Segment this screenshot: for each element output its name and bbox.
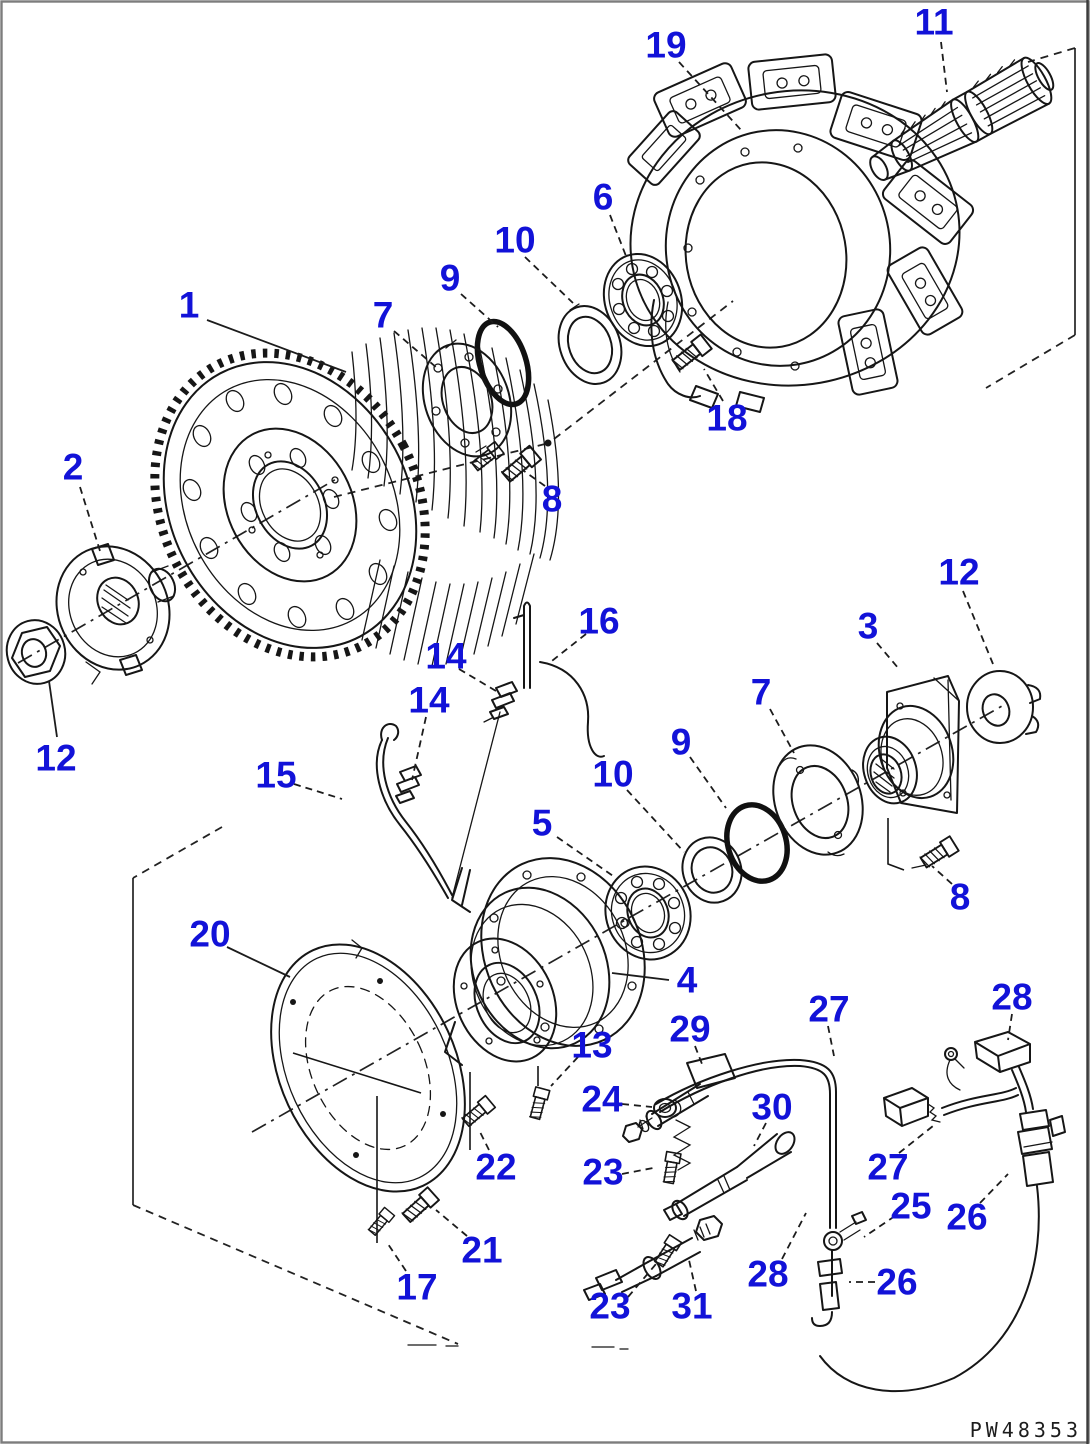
leader-line-10T <box>525 257 573 303</box>
leader-line-2 <box>80 487 100 551</box>
bolt-18-drawing <box>671 335 712 373</box>
bearing-5-drawing <box>592 854 703 971</box>
leader-line-7M <box>770 709 794 753</box>
leader-line-20 <box>227 947 290 977</box>
leader-line-19 <box>679 62 741 130</box>
callout-label-26B[interactable]: 26 <box>876 1261 918 1303</box>
harness-26-28-drawing <box>820 1032 1065 1391</box>
callout-label-22[interactable]: 22 <box>475 1146 517 1188</box>
bolt-22-drawing <box>461 1096 496 1128</box>
leader-line-15 <box>294 784 342 799</box>
callout-label-18[interactable]: 18 <box>706 397 748 439</box>
callout-label-28B[interactable]: 28 <box>747 1253 789 1295</box>
sensor-29-drawing <box>623 1054 735 1170</box>
callout-label-23B[interactable]: 23 <box>589 1285 631 1327</box>
bolt-13-drawing <box>528 1087 550 1120</box>
callout-label-8R[interactable]: 8 <box>949 876 971 918</box>
callout-label-28A[interactable]: 28 <box>991 976 1033 1018</box>
plate-20-drawing <box>233 913 502 1223</box>
leader-line-5 <box>557 837 616 878</box>
leader-line-23A <box>622 1168 653 1174</box>
callout-label-29[interactable]: 29 <box>669 1008 711 1050</box>
hub-4-drawing <box>434 831 674 1078</box>
bolt-8-right-drawing <box>919 836 959 870</box>
leader-line-23B <box>628 1264 656 1297</box>
callout-label-12R[interactable]: 12 <box>938 551 980 593</box>
callout-label-14B[interactable]: 14 <box>408 679 450 721</box>
callout-label-23A[interactable]: 23 <box>582 1151 624 1193</box>
callout-label-4[interactable]: 4 <box>676 959 698 1001</box>
callout-label-7M[interactable]: 7 <box>750 671 772 713</box>
callout-label-9M[interactable]: 9 <box>670 721 692 763</box>
callout-label-5[interactable]: 5 <box>531 802 553 844</box>
callout-label-3[interactable]: 3 <box>857 605 879 647</box>
leader-line-28A <box>1008 1014 1012 1040</box>
callout-label-15[interactable]: 15 <box>255 754 297 796</box>
leader-line-11 <box>941 42 947 92</box>
input-shaft-drawing <box>859 48 1062 194</box>
callout-label-20[interactable]: 20 <box>189 913 231 955</box>
leader-line-12L <box>49 681 57 737</box>
callout-label-10T[interactable]: 10 <box>494 219 536 261</box>
housing-3-drawing <box>855 676 965 870</box>
callout-label-9T[interactable]: 9 <box>439 257 461 299</box>
centerlines-and-cut-planes <box>18 48 1075 1349</box>
retainer-7-mid-drawing <box>758 733 877 868</box>
leader-line-3 <box>877 643 899 669</box>
callout-label-10M[interactable]: 10 <box>592 753 634 795</box>
drawing-code: PW48353 <box>969 1418 1082 1442</box>
leader-line-27A <box>828 1026 834 1056</box>
leader-line-12R <box>963 591 993 664</box>
callout-label-12L[interactable]: 12 <box>35 737 77 779</box>
flywheel-drawing <box>103 305 559 704</box>
washer-10-top-drawing <box>548 297 632 393</box>
leader-line-4 <box>612 973 669 980</box>
fitting-14-lower-drawing <box>396 766 421 803</box>
o-ring-9-top-drawing <box>468 315 538 411</box>
leader-line-6 <box>610 215 626 256</box>
pin-17-drawing <box>367 1207 395 1236</box>
callout-label-27A[interactable]: 27 <box>808 988 850 1030</box>
callout-label-16[interactable]: 16 <box>578 600 620 642</box>
damper-housing-drawing <box>607 54 983 412</box>
coupling-drawing <box>37 528 190 689</box>
callout-label-27B[interactable]: 27 <box>867 1146 909 1188</box>
callout-label-2[interactable]: 2 <box>62 446 84 488</box>
callout-label-25[interactable]: 25 <box>890 1185 932 1227</box>
callout-label-24[interactable]: 24 <box>581 1078 623 1120</box>
callout-label-30[interactable]: 30 <box>751 1086 793 1128</box>
leader-line-7T <box>394 331 437 368</box>
callout-label-1[interactable]: 1 <box>178 284 200 326</box>
callout-label-11[interactable]: 11 <box>914 1 954 43</box>
callout-label-13[interactable]: 13 <box>571 1024 613 1066</box>
leader-line-9T <box>461 294 498 327</box>
leader-line-9M <box>690 757 726 808</box>
callout-label-21[interactable]: 21 <box>461 1229 503 1271</box>
bolt-23-lower-drawing <box>653 1235 682 1268</box>
callout-label-17[interactable]: 17 <box>396 1266 438 1308</box>
callout-layer <box>35 2 1032 1327</box>
leader-line-24 <box>622 1104 652 1107</box>
callout-label-7T[interactable]: 7 <box>372 294 394 336</box>
callout-label-6[interactable]: 6 <box>592 176 614 218</box>
callout-label-26A[interactable]: 26 <box>946 1196 988 1238</box>
bolt-21-drawing <box>401 1187 439 1224</box>
leader-line-18 <box>704 369 723 401</box>
fitting-14-upper-drawing <box>452 682 517 898</box>
damper-pads <box>626 54 976 396</box>
o-ring-9-mid-drawing <box>717 797 796 889</box>
leader-line-1 <box>207 320 346 372</box>
callout-label-31[interactable]: 31 <box>671 1285 713 1327</box>
leader-line-10M <box>627 790 684 852</box>
callout-label-19[interactable]: 19 <box>645 24 687 66</box>
callout-label-8T[interactable]: 8 <box>541 478 563 520</box>
tube-15-drawing <box>377 724 452 898</box>
callout-label-14A[interactable]: 14 <box>425 635 467 677</box>
leader-line-28B <box>782 1213 806 1259</box>
cap-12-drawing <box>967 671 1040 743</box>
